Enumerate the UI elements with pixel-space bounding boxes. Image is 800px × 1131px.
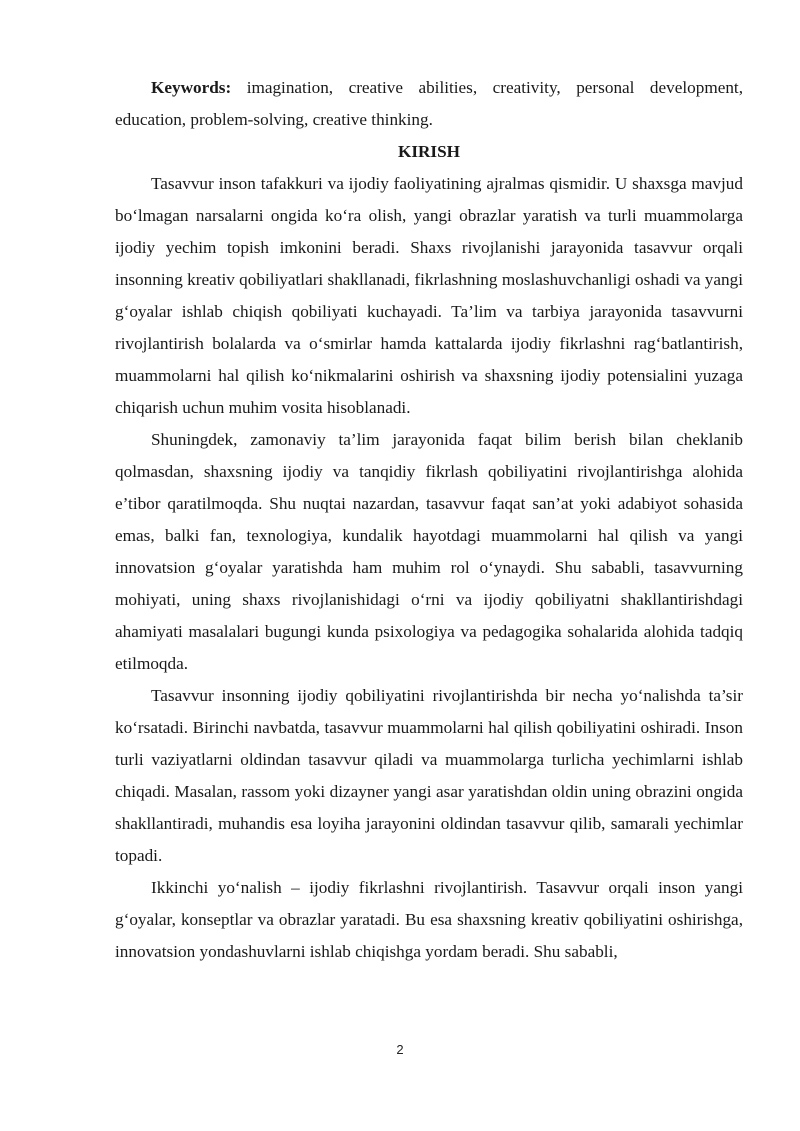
keywords-text: imagination, creative abilities, creativity, personal development, education, problem-solving, creative thinking. (115, 78, 743, 129)
body-paragraph-3: Tasavvur insonning ijodiy qobiliyatini rivojlantirishda bir necha yo‘nalishda ta’sir ko‘rsatadi. Birinchi navbatda, tasavvur muammolarni hal qilish qobiliyatini oshiradi. Inson turli vaziyatlarni oldindan tasavvur qiladi va muammolarga turlicha yechimlarni ishlab chiqadi. Masalan, rassom yoki dizayner yangi asar yaratishdan oldin uning obrazini ongida shakllantiradi, muhandis esa loyiha jarayonini oldindan tasavvur qilib, samarali yechimlar topadi. (115, 686, 743, 865)
body-paragraph-4: Ikkinchi yo‘nalish – ijodiy fikrlashni rivojlantirish. Tasavvur orqali inson yangi g‘oyalar, konseptlar va obrazlar yaratadi. Bu esa shaxsning kreativ qobiliyatini oshirishga, innovatsion yondashuvlarni ishlab chiqishga yordam beradi. Shu sababli, (115, 878, 743, 961)
body-paragraph-2: Shuningdek, zamonaviy ta’lim jarayonida faqat bilim berish bilan cheklanib qolmasdan, shaxsning ijodiy va tanqidiy fikrlash qobiliyatini rivojlantirishga alohida e’tibor qaratilmoqda. Shu nuqtai nazardan, tasavvur faqat san’at yoki adabiyot sohasida emas, balki fan, texnologiya, kundalik hayotdagi muammolarni hal qilish va yangi innovatsion g‘oyalar yaratishda ham muhim rol o‘ynaydi. Shu sababli, tasavvurning mohiyati, uning shaxs rivojlanishidagi o‘rni va ijodiy qobiliyatni shakllantirishdagi ahamiyati masalalari bugungi kunda psixologiya va pedagogika sohalarida alohida tadqiq etilmoqda. (115, 430, 743, 673)
keywords-paragraph (115, 72, 743, 136)
body-paragraph-1: Tasavvur inson tafakkuri va ijodiy faoliyatining ajralmas qismidir. U shaxsga mavjud bo‘lmagan narsalarni ongida ko‘ra olish, yangi obrazlar yaratish va turli muammolarga ijodiy yechim topish imkonini beradi. Shaxs rivojlanishi jarayonida tasavvur orqali insonning kreativ qobiliyatlari shakllanadi, fikrlashning moslashuvchanligi oshadi va yangi g‘oyalar ishlab chiqish qobiliyati kuchayadi. Ta’lim va tarbiya jarayonida tasavvurni rivojlantirish bolalarda va o‘smirlar hamda kattalarda ijodiy fikrlashni rag‘batlantirish, muammolarni hal qilish ko‘nikmalarini oshirish va shaxsning ijodiy potensialini yuzaga chiqarish uchun muhim vosita hisoblanadi. (115, 174, 743, 417)
page-number: 2 (396, 1042, 404, 1057)
keywords-label: Keywords: (151, 78, 232, 97)
section-heading: KIRISH (397, 142, 461, 161)
document-page (115, 72, 743, 968)
